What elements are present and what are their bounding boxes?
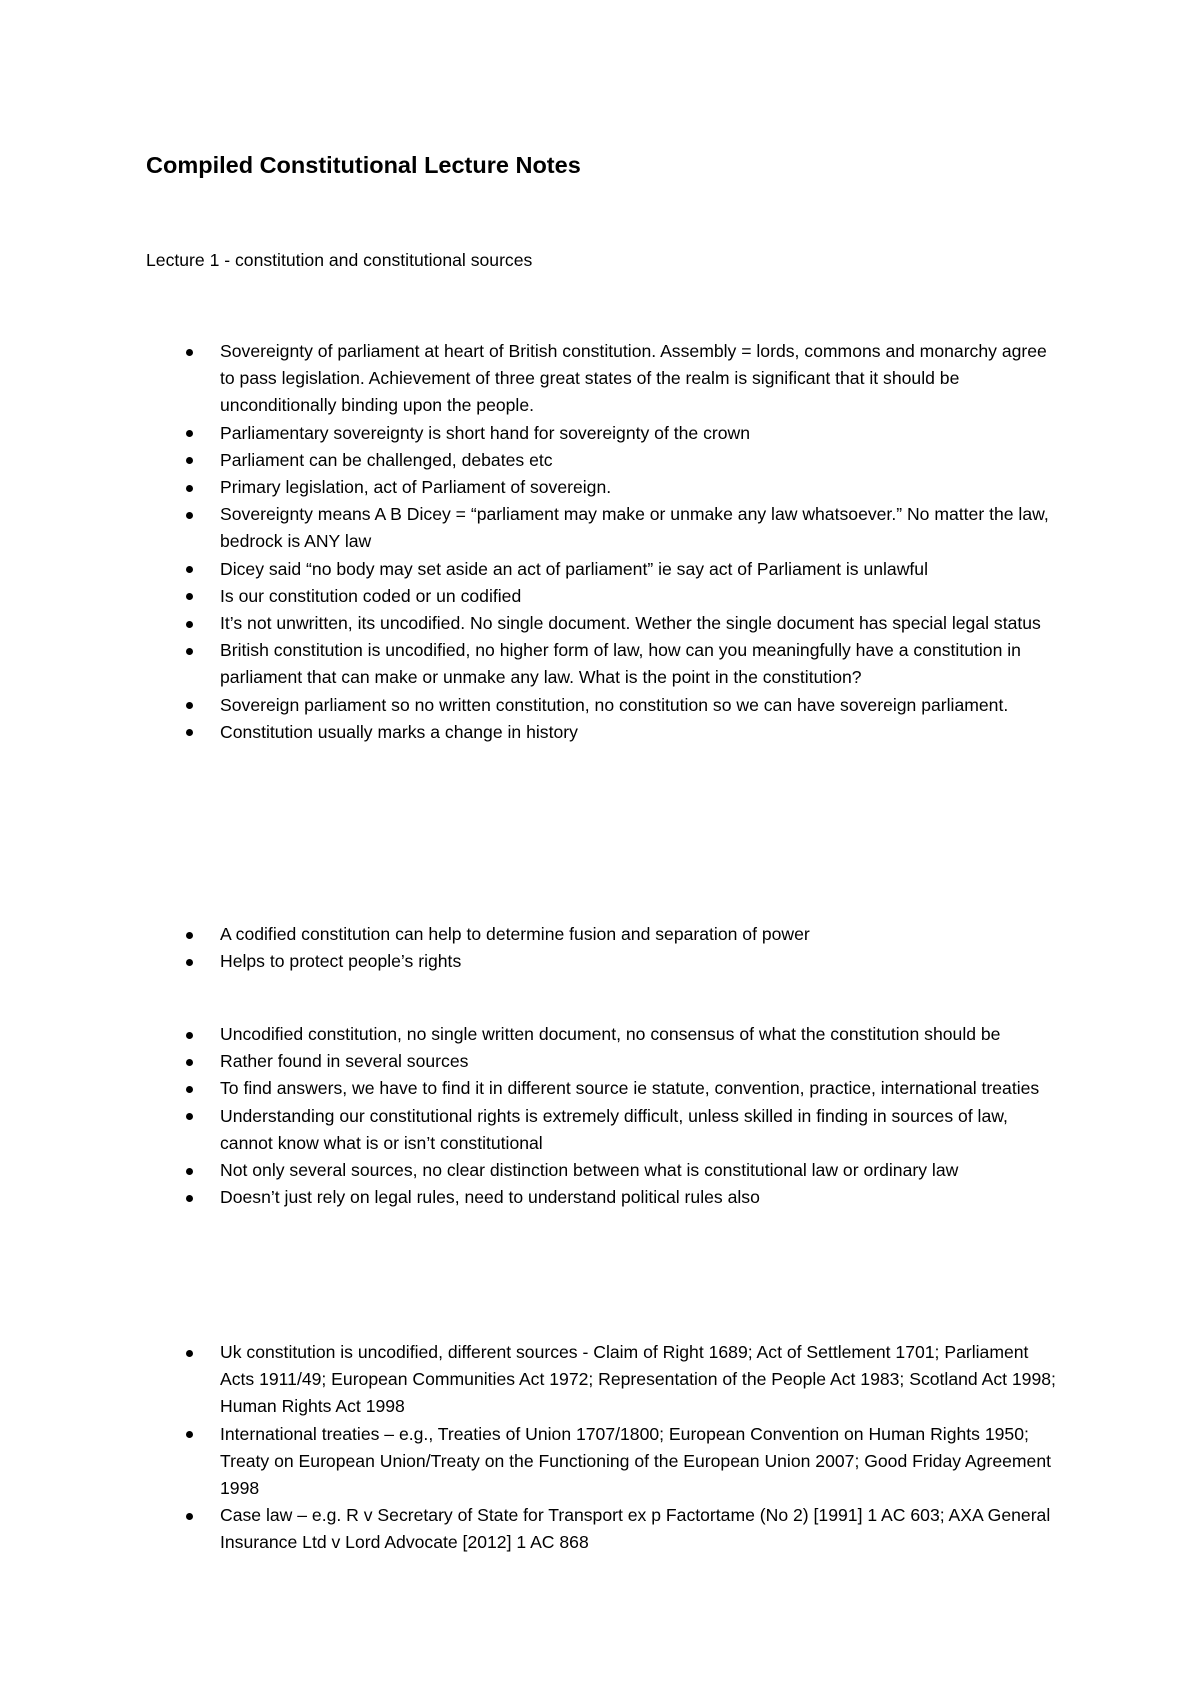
bullet-dot-icon [186, 349, 193, 356]
bullet-dot-icon [186, 702, 193, 709]
bullet-text: Uncodified constitution, no single written document, no consensus of what the constitution should be [220, 1024, 1001, 1044]
bullet-dot-icon [186, 648, 193, 655]
bullet-item [0, 1021, 1060, 1048]
bullet-item [0, 610, 1060, 637]
bullet-dot-icon [186, 1350, 193, 1357]
bullet-item [0, 948, 1060, 975]
bullet-item [0, 1184, 1060, 1211]
bullet-item [0, 474, 1060, 501]
bullet-dot-icon [186, 1195, 193, 1202]
document-title: Compiled Constitutional Lecture Notes [146, 152, 581, 178]
bullet-list-sources [0, 1339, 1200, 1557]
bullet-text: Sovereign parliament so no written constitution, no constitution so we can have sovereign parliament. [220, 694, 1009, 715]
bullet-list-codified [0, 921, 1200, 975]
bullet-item [0, 921, 1060, 948]
bullet-item [0, 692, 1060, 719]
bullet-item [0, 556, 1060, 583]
bullet-text: Parliamentary sovereignty is short hand for sovereignty of the crown [220, 422, 751, 443]
bullet-text: Constitution usually marks a change in history [220, 721, 578, 742]
bullet-text: Primary legislation, act of Parliament of sovereign. [220, 477, 612, 498]
bullet-item [0, 583, 1060, 610]
bullet-dot-icon [186, 1431, 193, 1438]
bullet-text: Rather found in several sources [220, 1051, 469, 1072]
bullet-dot-icon [186, 1168, 193, 1175]
bullet-dot-icon [186, 1059, 193, 1066]
bullet-text: Dicey said “no body may set aside an act of parliament” ie say act of Parliament is unlawful [220, 558, 928, 579]
bullet-item [0, 1339, 1060, 1421]
bullet-text: Helps to protect people’s rights [220, 951, 462, 972]
bullet-item [0, 1157, 1060, 1184]
bullet-text: It’s not unwritten, its uncodified. No single document. Wether the single document has special legal status [220, 613, 1041, 634]
bullet-list-uncodified [0, 1021, 1200, 1211]
bullet-item [0, 1421, 1060, 1503]
bullet-dot-icon [186, 566, 193, 573]
bullet-dot-icon [186, 512, 193, 519]
bullet-item [0, 1502, 1060, 1556]
bullet-dot-icon [186, 1086, 193, 1093]
bullet-item [0, 637, 1060, 691]
bullet-dot-icon [186, 593, 193, 600]
bullet-dot-icon [186, 457, 193, 464]
bullet-text: Doesn’t just rely on legal rules, need to understand political rules also [220, 1187, 760, 1208]
bullet-item [0, 719, 1060, 746]
bullet-item [0, 338, 1060, 420]
bullet-item [0, 420, 1060, 447]
bullet-item [0, 1048, 1060, 1075]
bullet-dot-icon [186, 932, 193, 939]
bullet-text: Uk constitution is uncodified, different sources - Claim of Right 1689; Act of Settlement 1701; Parliament Acts 1911/49; European Communities Act 1972; Representation of the People Act 1983; Scotland Act 1998; Human Rights Act 1998 [220, 1342, 1056, 1417]
bullet-item [0, 1075, 1060, 1102]
lecture-heading: Lecture 1 - constitution and constitutional sources [146, 250, 533, 270]
bullet-item [0, 447, 1060, 474]
bullet-text: Sovereignty of parliament at heart of British constitution. Assembly = lords, commons and monarchy agree to pass legislation. Achievement of three great states of the realm is significant that it should be unconditionally binding upon the people. [220, 341, 1047, 416]
bullet-dot-icon [186, 621, 193, 628]
bullet-dot-icon [186, 485, 193, 492]
bullet-text: Sovereignty means A B Dicey = “parliament may make or unmake any law whatsoever.” No matter the law, bedrock is ANY law [220, 504, 1049, 552]
bullet-dot-icon [186, 959, 193, 966]
bullet-list-sovereignty [0, 338, 1200, 746]
bullet-dot-icon [186, 1113, 193, 1120]
bullet-text: Understanding our constitutional rights is extremely difficult, unless skilled in finding in sources of law, cannot know what is or isn’t constitutional [220, 1105, 1008, 1153]
bullet-text: Parliament can be challenged, debates etc [220, 449, 553, 470]
bullet-item [0, 1103, 1060, 1157]
bullet-dot-icon [186, 1032, 193, 1039]
bullet-item [0, 501, 1060, 555]
bullet-dot-icon [186, 729, 193, 736]
bullet-text: British constitution is uncodified, no higher form of law, how can you meaningfully have a constitution in parliament that can make or unmake any law. What is the point in the constitution? [220, 640, 1021, 688]
bullet-text: International treaties – e.g., Treaties of Union 1707/1800; European Convention on Human Rights 1950; Treaty on European Union/Treaty on the Functioning of the European Union 2007; Good Friday Agreement 1998 [220, 1423, 1052, 1499]
bullet-text: Is our constitution coded or un codified [220, 585, 522, 606]
bullet-text: Not only several sources, no clear distinction between what is constitutional law or ordinary law [220, 1160, 959, 1181]
bullet-dot-icon [186, 430, 193, 437]
bullet-text: A codified constitution can help to determine fusion and separation of power [220, 924, 810, 944]
bullet-text: Case law – e.g. R v Secretary of State for Transport ex p Factortame (No 2) [1991] 1 AC 603; AXA General Insurance Ltd v Lord Advocate [2012] 1 AC 868 [220, 1505, 1051, 1553]
bullet-text: To find answers, we have to find it in different source ie statute, convention, practice, international treaties [220, 1078, 1040, 1099]
bullet-dot-icon [186, 1513, 193, 1520]
